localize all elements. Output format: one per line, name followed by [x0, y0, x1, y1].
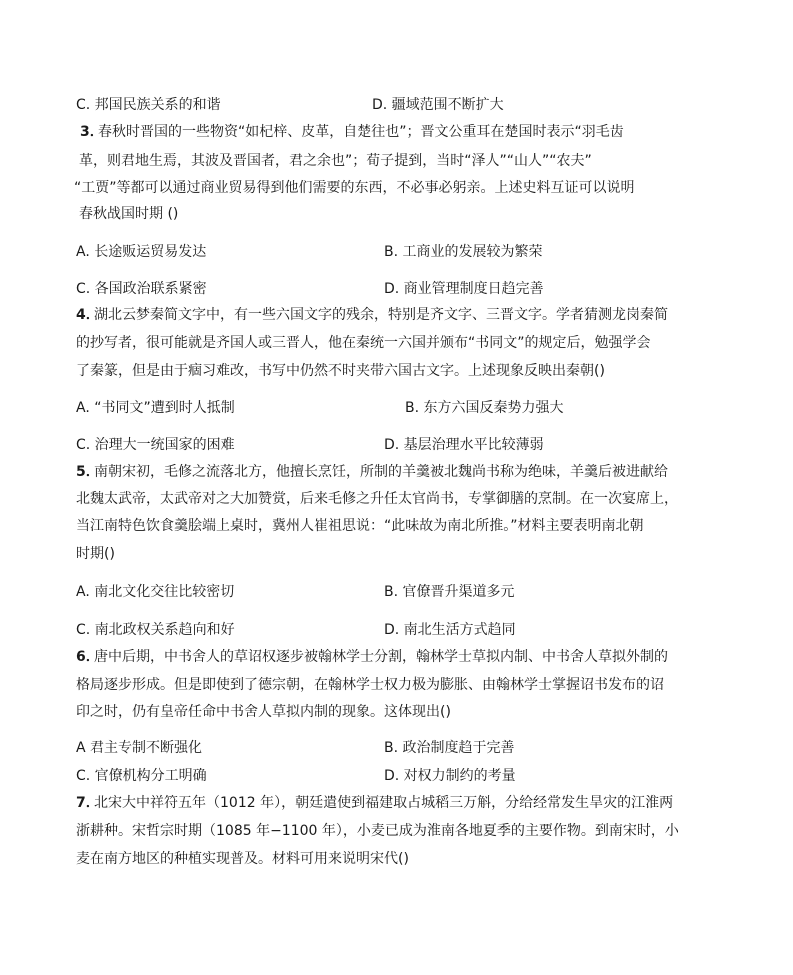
q6-option-b: B. 政治制度趋于完善 — [384, 740, 515, 756]
q6-option-c: C. 官僚机构分工明确 — [76, 768, 207, 784]
q5-number: 5． — [76, 464, 100, 480]
q5-option-d: D. 南北生活方式趋同 — [384, 622, 516, 638]
q5-stem-line-2: 北魏太武帝，太武帝对之大加赞赏，后来毛修之升任太官尚书，专掌御膳的烹制。在一次宴席上， — [76, 491, 678, 507]
q3-option-a: A. 长途贩运贸易发达 — [76, 244, 207, 260]
q2-option-c: C. 邦国民族关系的和谐 — [76, 97, 221, 113]
q7-number: 7． — [76, 795, 100, 811]
q6-number: 6． — [76, 649, 100, 665]
q4-number: 4． — [76, 307, 100, 323]
q3-stem-line-2: 革，则君地生焉，其波及晋国者，君之余也”；荀子提到，当时“泽人”“山人”“农夫” — [79, 153, 592, 169]
q3-option-d: D. 商业管理制度日趋完善 — [384, 281, 544, 297]
q5-option-b: B. 官僚晋升渠道多元 — [384, 584, 515, 600]
q4-option-a: A. “书同文”遭到时人抵制 — [76, 400, 235, 416]
q5-stem-line-3: 当江南特色饮食羹脍端上桌时，冀州人崔祖思说：“此味故为南北所推。”材料主要表明南北朝 — [76, 518, 644, 534]
q3-option-b: B. 工商业的发展较为繁荣 — [384, 244, 543, 260]
q4-option-b: B. 东方六国反秦势力强大 — [405, 400, 564, 416]
q6-option-d: D. 对权力制约的考量 — [384, 768, 516, 784]
q4-stem-line-1: 湖北云梦秦简文字中，有一些六国文字的残余，特别是齐文字、三晋文字。学者猜测龙岗秦简 — [94, 307, 668, 323]
q3-number: 3． — [80, 124, 104, 140]
q6-stem-line-2: 格局逐步形成。但是即使到了德宗朝，在翰林学士权力极为膨胀、由翰林学士掌握诏书发布的诏 — [76, 677, 664, 693]
q7-stem-line-2: 浙耕种。宋哲宗时期（1085 年−1100 年），小麦已成为淮南各地夏季的主要作物。到南宋时，小 — [76, 823, 679, 839]
q4-stem-line-3: 了秦篆，但是由于痼习难改，书写中仍然不时夹带六国古文字。上述现象反映出秦朝() — [76, 363, 605, 379]
q4-option-c: C. 治理大一统国家的困难 — [76, 437, 235, 453]
q5-option-c: C. 南北政权关系趋向和好 — [76, 622, 235, 638]
q3-option-c: C. 各国政治联系紧密 — [76, 281, 207, 297]
q3-stem-line-4: 春秋战国时期 () — [79, 206, 179, 222]
q4-stem-line-2: 的抄写者，很可能就是齐国人或三晋人，他在秦统一六国并颁布“书同文”的规定后，勉强学会 — [76, 335, 651, 351]
q2-option-d: D. 疆域范围不断扩大 — [372, 97, 504, 113]
q7-stem-line-3: 麦在南方地区的种植实现普及。材料可用来说明宋代() — [76, 851, 409, 867]
q4-option-d: D. 基层治理水平比较薄弱 — [384, 437, 544, 453]
q5-stem-line-4: 时期() — [76, 546, 115, 562]
q6-option-a: A 君主专制不断强化 — [76, 740, 203, 756]
q3-stem-line-1: 春秋时晋国的一些物资“如杞梓、皮革，自楚往也”；晋文公重耳在楚国时表示“羽毛齿 — [98, 124, 624, 140]
q6-stem-line-3: 印之时，仍有皇帝任命中书舍人草拟内制的现象。这体现出() — [76, 704, 451, 720]
q3-stem-line-3: “工贾”等都可以通过商业贸易得到他们需要的东西，不必事必躬亲。上述史料互证可以说明 — [74, 180, 635, 196]
q5-stem-line-1: 南朝宋初，毛修之流落北方，他擅长烹饪，所制的羊羹被北魏尚书称为绝味，羊羹后被进献给 — [94, 464, 668, 480]
q6-stem-line-1: 唐中后期，中书舍人的草诏权逐步被翰林学士分割，翰林学士草拟内制、中书舍人草拟外制的 — [94, 649, 668, 665]
q5-option-a: A. 南北文化交往比较密切 — [76, 584, 235, 600]
q7-stem-line-1: 北宋大中祥符五年（1012 年），朝廷遣使到福建取占城稻三万斛，分给经常发生旱灾的江淮两 — [94, 795, 674, 811]
